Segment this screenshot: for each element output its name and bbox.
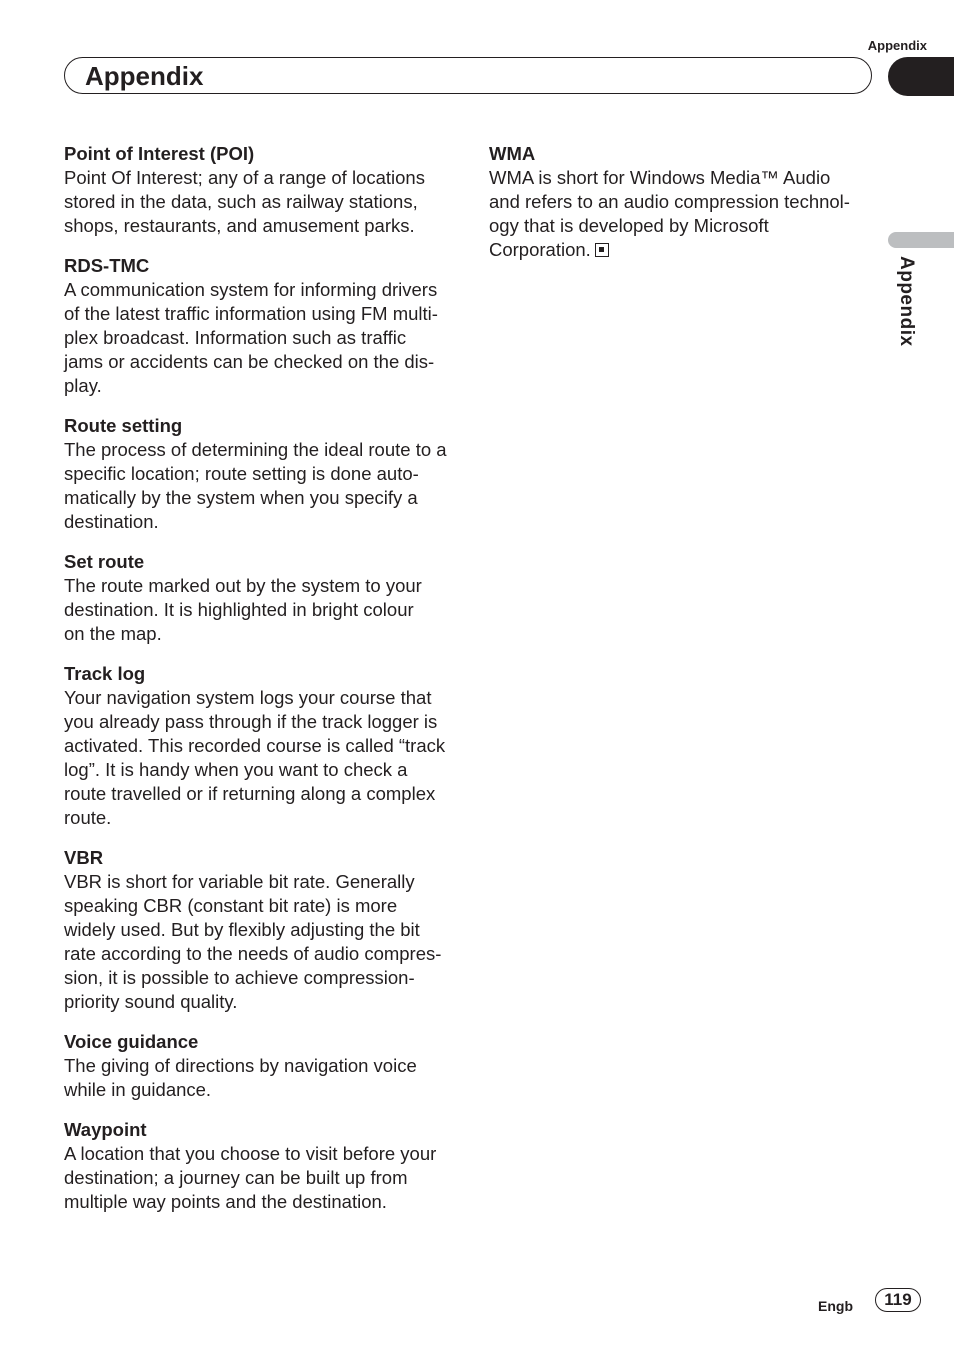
glossary-definition: A location that you choose to visit before your destination; a journey can be built up from multiple way points and the destination. <box>64 1143 437 1212</box>
page-number: 119 <box>875 1288 921 1312</box>
side-tab-label: Appendix <box>896 256 917 347</box>
glossary-entry <box>64 254 456 398</box>
footer-language: Engb <box>818 1298 853 1314</box>
glossary-entry <box>64 1118 456 1214</box>
glossary-term: Point of Interest (POI) <box>64 143 255 164</box>
glossary-term: Waypoint <box>64 1119 147 1140</box>
glossary-term: WMA <box>489 143 536 164</box>
glossary-entry <box>489 142 864 262</box>
section-title-bar <box>64 57 872 94</box>
glossary-term: Voice guidance <box>64 1031 199 1052</box>
glossary-term: VBR <box>64 847 104 868</box>
glossary-definition: A communication system for informing drivers of the latest traffic information using FM multi- plex broadcast. Information such as traffic jams or accidents can be checked on the dis- play. <box>64 279 438 396</box>
glossary-definition-text: WMA is short for Windows Media™ Audio and refers to an audio compression technol- ogy that is developed by Microsoft Corporation. <box>489 167 850 260</box>
glossary-definition: The route marked out by the system to your destination. It is highlighted in bright colour on the map. <box>64 575 422 644</box>
glossary-definition <box>489 166 864 262</box>
glossary-term: Route setting <box>64 415 183 436</box>
end-of-section-square-icon <box>595 243 609 257</box>
glossary-definition: VBR is short for variable bit rate. Generally speaking CBR (constant bit rate) is more widely used. But by flexibly adjusting the bit rate according to the needs of audio compres- sion, it is possible to achieve compression- priority sound quality. <box>64 871 442 1012</box>
glossary-entry <box>64 1030 456 1102</box>
glossary-term: RDS-TMC <box>64 255 150 276</box>
glossary-definition: Your navigation system logs your course that you already pass through if the track logger is activated. This recorded course is called “track log”. It is handy when you want to check a route travelled or if returning along a complex route. <box>64 687 446 828</box>
side-tab-marker <box>888 232 954 248</box>
glossary-term: Track log <box>64 663 146 684</box>
section-title: Appendix <box>85 61 204 91</box>
glossary-entry <box>64 414 456 534</box>
glossary-entry <box>64 846 456 1014</box>
section-tab-marker <box>888 57 954 96</box>
glossary-definition: Point Of Interest; any of a range of locations stored in the data, such as railway stations, shops, restaurants, and amusement parks. <box>64 167 425 236</box>
glossary-definition: The process of determining the ideal route to a specific location; route setting is done auto- matically by the system when you specify a destination. <box>64 439 447 532</box>
glossary-entry <box>64 662 456 830</box>
glossary-definition: The giving of directions by navigation voice while in guidance. <box>64 1055 417 1100</box>
glossary-entry <box>64 550 456 646</box>
right-column <box>489 142 864 278</box>
glossary-term: Set route <box>64 551 145 572</box>
left-column <box>64 142 456 1230</box>
glossary-entry <box>64 142 456 238</box>
running-head: Appendix <box>867 38 927 53</box>
